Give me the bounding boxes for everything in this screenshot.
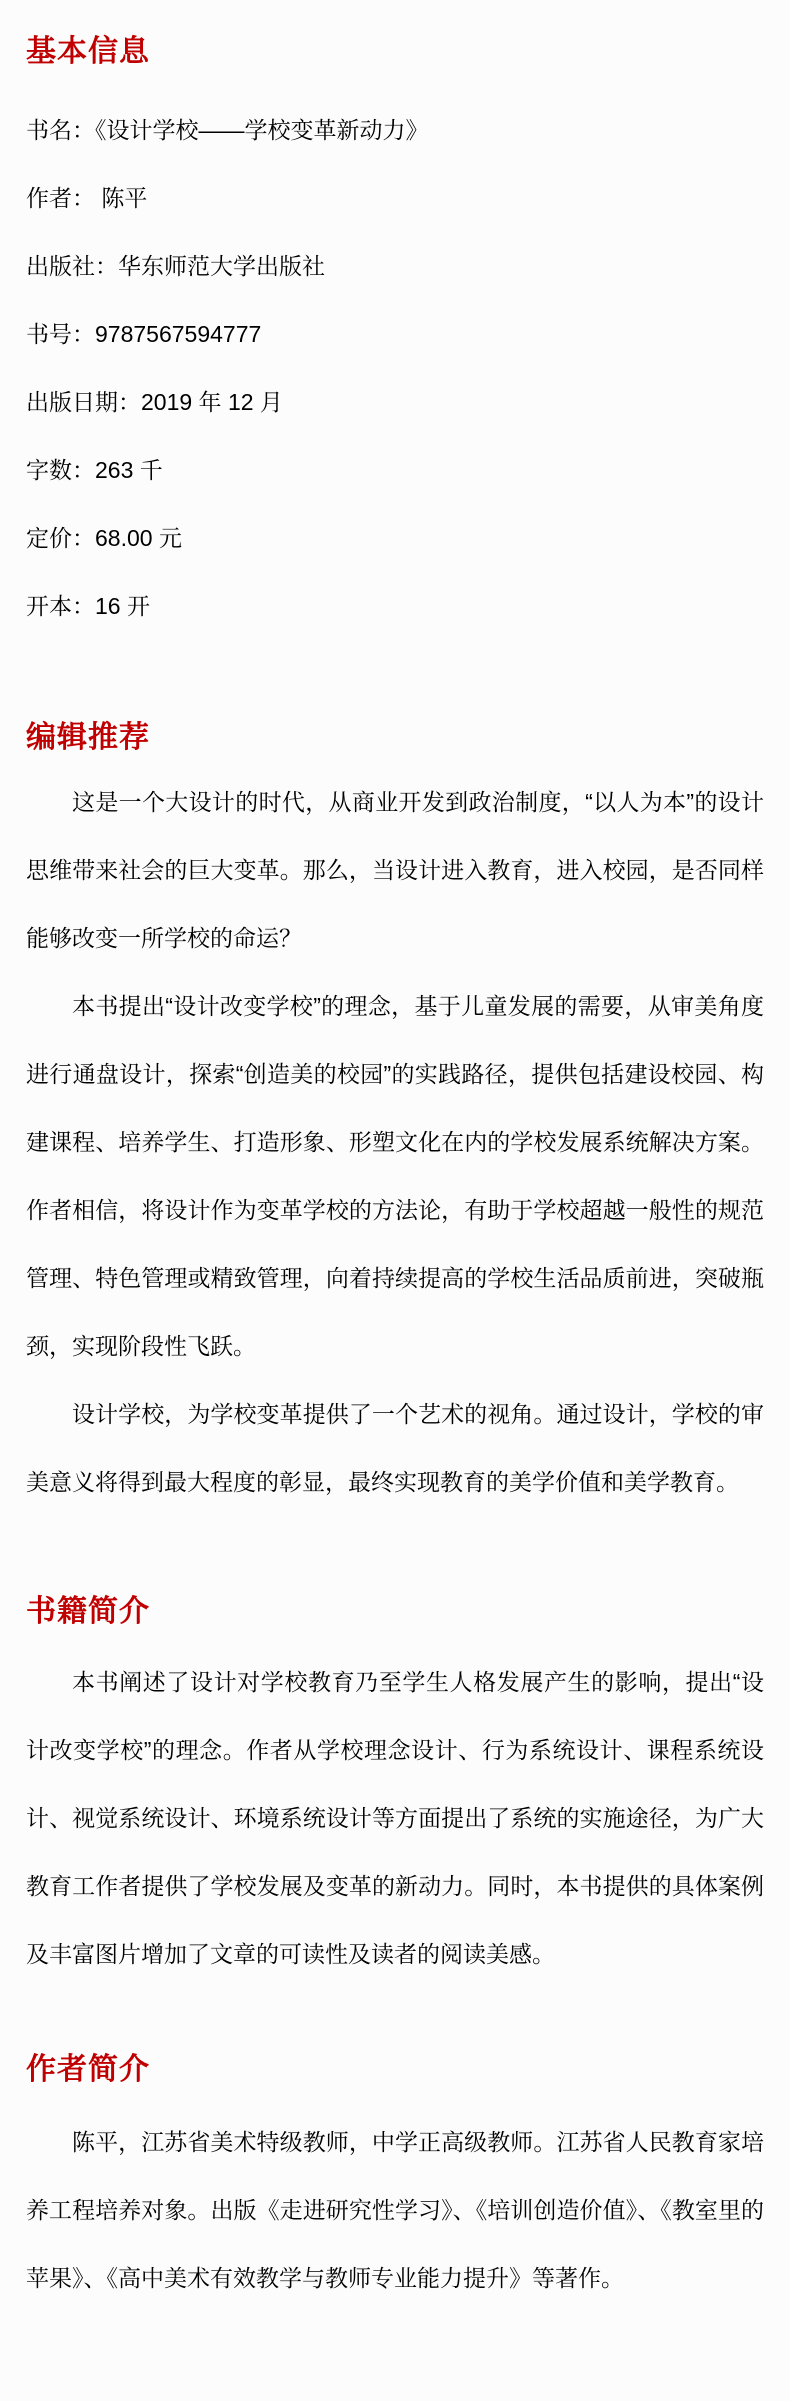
info-item-publisher	[26, 232, 764, 300]
info-item-format	[26, 572, 764, 640]
book-intro-paragraph: 本书阐述了设计对学校教育乃至学生人格发展产生的影响，提出“设计改变学校”的理念。作者从学校理念设计、行为系统设计、课程系统设计、视觉系统设计、环境系统设计等方面提出了系统的实施途径，为广大教育工作者提供了学校发展及变革的新动力。同时，本书提供的具体案例及丰富图片增加了文章的可读性及读者的阅读美感。	[26, 1669, 764, 1967]
info-label: 书名：	[26, 117, 95, 143]
info-value: 华东师范大学出版社	[118, 253, 325, 279]
info-value: 2019 年 12 月	[141, 389, 283, 415]
editor-recommendation-paragraph: 本书提出“设计改变学校”的理念，基于儿童发展的需要，从审美角度进行通盘设计，探索“创造美的校园”的实践路径，提供包括建设校园、构建课程、培养学生、打造形象、形塑文化在内的学校发展系统解决方案。作者相信，将设计作为变革学校的方法论，有助于学校超越一般性的规范管理、特色管理或精致管理，向着持续提高的学校生活品质前进，突破瓶颈，实现阶段性飞跃。	[26, 993, 764, 1359]
info-item-publish-date	[26, 368, 764, 436]
book-intro-heading: 书籍简介	[26, 1595, 150, 1628]
info-item-author	[26, 164, 764, 232]
info-label: 字数：	[26, 457, 95, 483]
info-value: 《设计学校——学校变革新动力》	[95, 117, 429, 143]
info-item-isbn	[26, 300, 764, 368]
editor-recommendation-paragraph: 这是一个大设计的时代，从商业开发到政治制度，“以人为本”的设计思维带来社会的巨大变革。那么，当设计进入教育，进入校园，是否同样能够改变一所学校的命运？	[26, 789, 764, 951]
info-item-word-count	[26, 436, 764, 504]
basic-info-heading: 基本信息	[26, 35, 150, 68]
section-editor-recommendation	[26, 718, 764, 1516]
basic-info-list	[26, 96, 764, 640]
info-label: 开本：	[26, 593, 95, 619]
info-value: 68.00 元	[95, 525, 182, 551]
info-value: 263 千	[95, 457, 163, 483]
info-label: 定价：	[26, 525, 95, 551]
info-label: 作者：	[26, 185, 95, 211]
info-label: 出版社：	[26, 253, 118, 279]
author-intro-paragraph: 陈平，江苏省美术特级教师，中学正高级教师。江苏省人民教育家培养工程培养对象。出版《走进研究性学习》、《培训创造价值》、《教室里的苹果》、《高中美术有效教学与教师专业能力提升》等著作。	[26, 2129, 764, 2291]
author-intro-heading: 作者简介	[26, 2053, 150, 2086]
info-item-price	[26, 504, 764, 572]
info-value: 9787567594777	[95, 321, 262, 347]
info-label: 书号：	[26, 321, 95, 347]
info-value: 16 开	[95, 593, 150, 619]
editor-recommendation-paragraph: 设计学校，为学校变革提供了一个艺术的视角。通过设计，学校的审美意义将得到最大程度的彰显，最终实现教育的美学价值和美学教育。	[26, 1401, 764, 1495]
editor-recommendation-heading: 编辑推荐	[26, 721, 150, 754]
info-label: 出版日期：	[26, 389, 141, 415]
info-item-title	[26, 96, 764, 164]
section-author-intro	[26, 2050, 764, 2312]
section-book-intro	[26, 1592, 764, 1988]
section-basic-info	[26, 32, 764, 640]
info-value: 陈平	[95, 185, 148, 211]
